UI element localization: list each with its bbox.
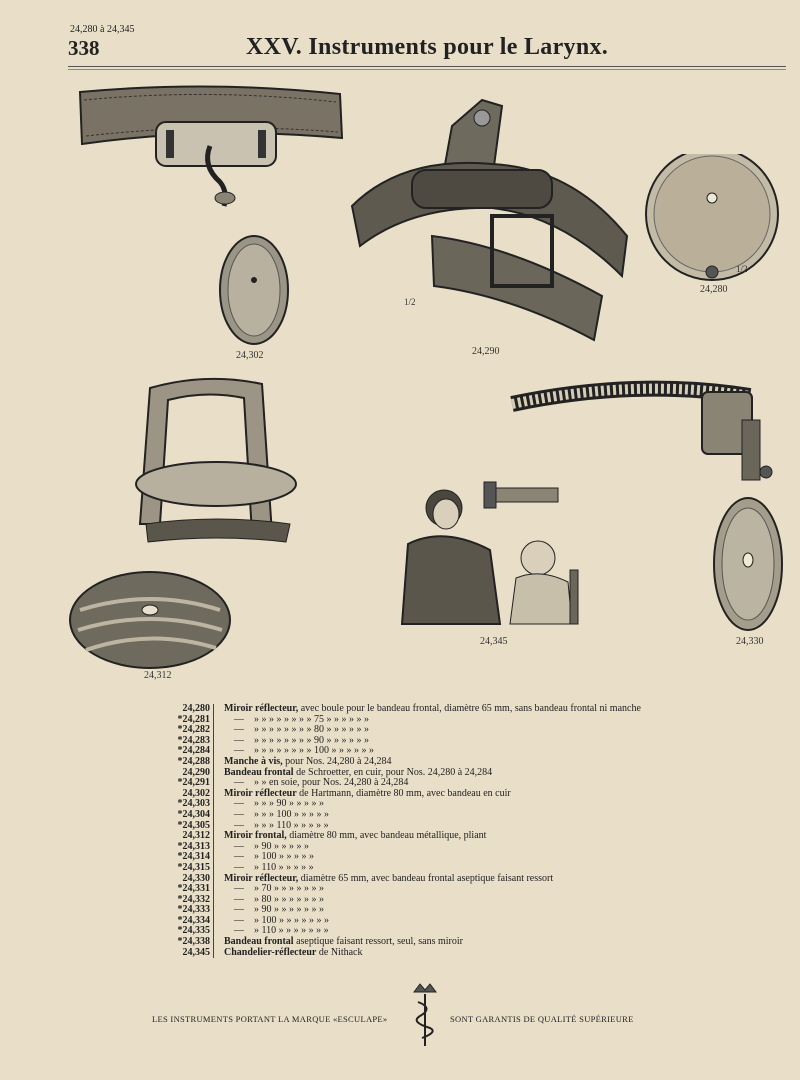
catalog-ditto-dash: — bbox=[234, 914, 244, 926]
catalog-ditto-dash: — bbox=[234, 819, 244, 831]
catalog-item-detail: » 100 » » » » » » » bbox=[254, 914, 329, 926]
figure-24330-illustration bbox=[506, 380, 790, 636]
catalog-item-detail: » 100 » » » » » bbox=[254, 851, 314, 863]
catalog-item-name: Miroir réflecteur, bbox=[224, 872, 299, 884]
catalog-number: *24,282 bbox=[177, 724, 210, 736]
catalog-item-detail: diamètre 65 mm, avec bandeau frontal aseptique faisant ressort bbox=[298, 872, 554, 884]
catalog-row bbox=[140, 810, 790, 821]
catalog-item-name: Miroir réflecteur, bbox=[224, 703, 299, 714]
figure-label-24302: 24,302 bbox=[236, 350, 264, 361]
catalog-item-detail: » » » 100 » » » » » bbox=[254, 808, 329, 820]
catalog-number: *24,281 bbox=[177, 713, 210, 725]
catalog-item-detail: pour Nos. 24,280 à 24,284 bbox=[282, 755, 392, 767]
catalog-ditto-dash: — bbox=[234, 883, 244, 895]
catalog-number: 24,312 bbox=[182, 830, 210, 842]
figure-24312-illustration bbox=[66, 374, 300, 670]
figure-label-24312: 24,312 bbox=[144, 670, 172, 681]
scale-note-24280: 1/2 bbox=[736, 264, 748, 274]
esculape-caduceus-logo bbox=[408, 982, 442, 1050]
catalog-item-detail: » » » 90 » » » » » bbox=[254, 798, 324, 810]
catalog-item-detail: » 90 » » » » » bbox=[254, 840, 309, 852]
figure-label-24280: 24,280 bbox=[700, 284, 728, 295]
catalog-number: 24,302 bbox=[182, 787, 210, 799]
footer-left-text: LES INSTRUMENTS PORTANT LA MARQUE «ESCULAPE» bbox=[152, 1014, 388, 1024]
catalog-ditto-dash: — bbox=[234, 745, 244, 757]
catalog-item-detail: » » en soie, pour Nos. 24,280 à 24,284 bbox=[254, 777, 409, 789]
catalog-number: 24,345 bbox=[182, 946, 210, 958]
catalog-row bbox=[140, 948, 790, 959]
catalog-item-name: Bandeau frontal bbox=[224, 766, 294, 778]
catalog-number: *24,333 bbox=[177, 904, 210, 916]
catalog-item-detail: » » » » » » » » 75 » » » » » » bbox=[254, 713, 369, 725]
catalog-item-detail: de Schroetter, en cuir, pour Nos. 24,280 à 24,284 bbox=[293, 766, 493, 778]
catalog-item-detail: avec boule pour le bandeau frontal, diamètre 65 mm, sans bandeau frontal ni manche bbox=[298, 703, 641, 714]
catalog-item-name: Bandeau frontal bbox=[224, 936, 294, 948]
catalog-item-name: Miroir frontal, bbox=[224, 830, 287, 842]
catalog-number: *24,331 bbox=[177, 883, 210, 895]
header-rule bbox=[68, 66, 786, 67]
catalog-number: *24,314 bbox=[177, 851, 210, 863]
catalog-number: *24,313 bbox=[177, 840, 210, 852]
page-range: 24,280 à 24,345 bbox=[70, 24, 135, 35]
catalog-ditto-dash: — bbox=[234, 713, 244, 725]
catalog-item-detail: aseptique faisant ressort, seul, sans miroir bbox=[293, 936, 463, 948]
catalog-number: 24,280 bbox=[182, 703, 210, 714]
catalog-number: *24,284 bbox=[177, 745, 210, 757]
catalog-number: *24,338 bbox=[177, 936, 210, 948]
catalog-item-detail: » 80 » » » » » » » bbox=[254, 893, 324, 905]
catalog-item-name: Miroir réflecteur bbox=[224, 787, 297, 799]
catalog-number: *24,304 bbox=[177, 808, 210, 820]
catalog-ditto-dash: — bbox=[234, 808, 244, 820]
catalog-item-detail: » » » » » » » » 100 » » » » » » bbox=[254, 745, 374, 757]
catalog-ditto-dash: — bbox=[234, 904, 244, 916]
catalog-ditto-dash: — bbox=[234, 734, 244, 746]
catalog-number: 24,330 bbox=[182, 872, 210, 884]
catalog-row bbox=[140, 704, 790, 715]
page-title: XXV. Instruments pour le Larynx. bbox=[246, 34, 609, 60]
figure-label-24345: 24,345 bbox=[480, 636, 508, 647]
catalog-item-detail: de Nithack bbox=[316, 946, 363, 958]
catalog-item-detail: » 90 » » » » » » » bbox=[254, 904, 324, 916]
catalog-ditto-dash: — bbox=[234, 724, 244, 736]
catalog-number: *24,305 bbox=[177, 819, 210, 831]
catalog-item-detail: » » » » » » » » 80 » » » » » » bbox=[254, 724, 369, 736]
catalog-ditto-dash: — bbox=[234, 798, 244, 810]
figure-label-24330: 24,330 bbox=[736, 636, 764, 647]
catalog-number: *24,315 bbox=[177, 861, 210, 873]
catalog-item-name: Chandelier-réflecteur bbox=[224, 946, 317, 958]
catalog-number: *24,283 bbox=[177, 734, 210, 746]
figure-24290-illustration bbox=[342, 96, 637, 348]
catalog-number: 24,290 bbox=[182, 766, 210, 778]
figure-24302-illustration bbox=[70, 80, 360, 350]
catalog-number: *24,291 bbox=[177, 777, 210, 789]
catalog-ditto-dash: — bbox=[234, 893, 244, 905]
catalog-number: *24,303 bbox=[177, 798, 210, 810]
footer-right-text: SONT GARANTIS DE QUALITÉ SUPÉRIEURE bbox=[450, 1014, 634, 1024]
catalog-list bbox=[140, 704, 790, 958]
figure-24280-illustration bbox=[642, 154, 786, 282]
page-number: 338 bbox=[68, 36, 100, 60]
catalog-ditto-dash: — bbox=[234, 777, 244, 789]
catalog-ditto-dash: — bbox=[234, 861, 244, 873]
catalog-item-detail: » » » » » » » » 90 » » » » » » bbox=[254, 734, 369, 746]
catalog-ditto-dash: — bbox=[234, 840, 244, 852]
catalog-item-detail: » » » 110 » » » » » bbox=[254, 819, 329, 831]
catalog-item-name: Manche à vis, bbox=[224, 755, 283, 767]
figure-label-24290: 24,290 bbox=[472, 346, 500, 357]
catalog-item-detail: » 70 » » » » » » » bbox=[254, 883, 324, 895]
catalog-item-detail: diamètre 80 mm, avec bandeau métallique, pliant bbox=[286, 830, 487, 842]
catalog-item-detail: » 110 » » » » » » » bbox=[254, 925, 329, 937]
catalog-number: *24,332 bbox=[177, 893, 210, 905]
catalog-item-detail: de Hartmann, diamètre 80 mm, avec bandeau en cuir bbox=[296, 787, 511, 799]
catalog-item-detail: » 110 » » » » » bbox=[254, 861, 314, 873]
catalog-number: *24,334 bbox=[177, 914, 210, 926]
scale-note-24290: 1/2 bbox=[404, 297, 416, 307]
catalog-description bbox=[224, 948, 362, 959]
catalog-ditto-dash: — bbox=[234, 925, 244, 937]
catalog-number: *24,288 bbox=[177, 755, 210, 767]
header-rule-secondary bbox=[68, 69, 786, 70]
catalog-number: *24,335 bbox=[177, 925, 210, 937]
catalog-ditto-dash: — bbox=[234, 851, 244, 863]
